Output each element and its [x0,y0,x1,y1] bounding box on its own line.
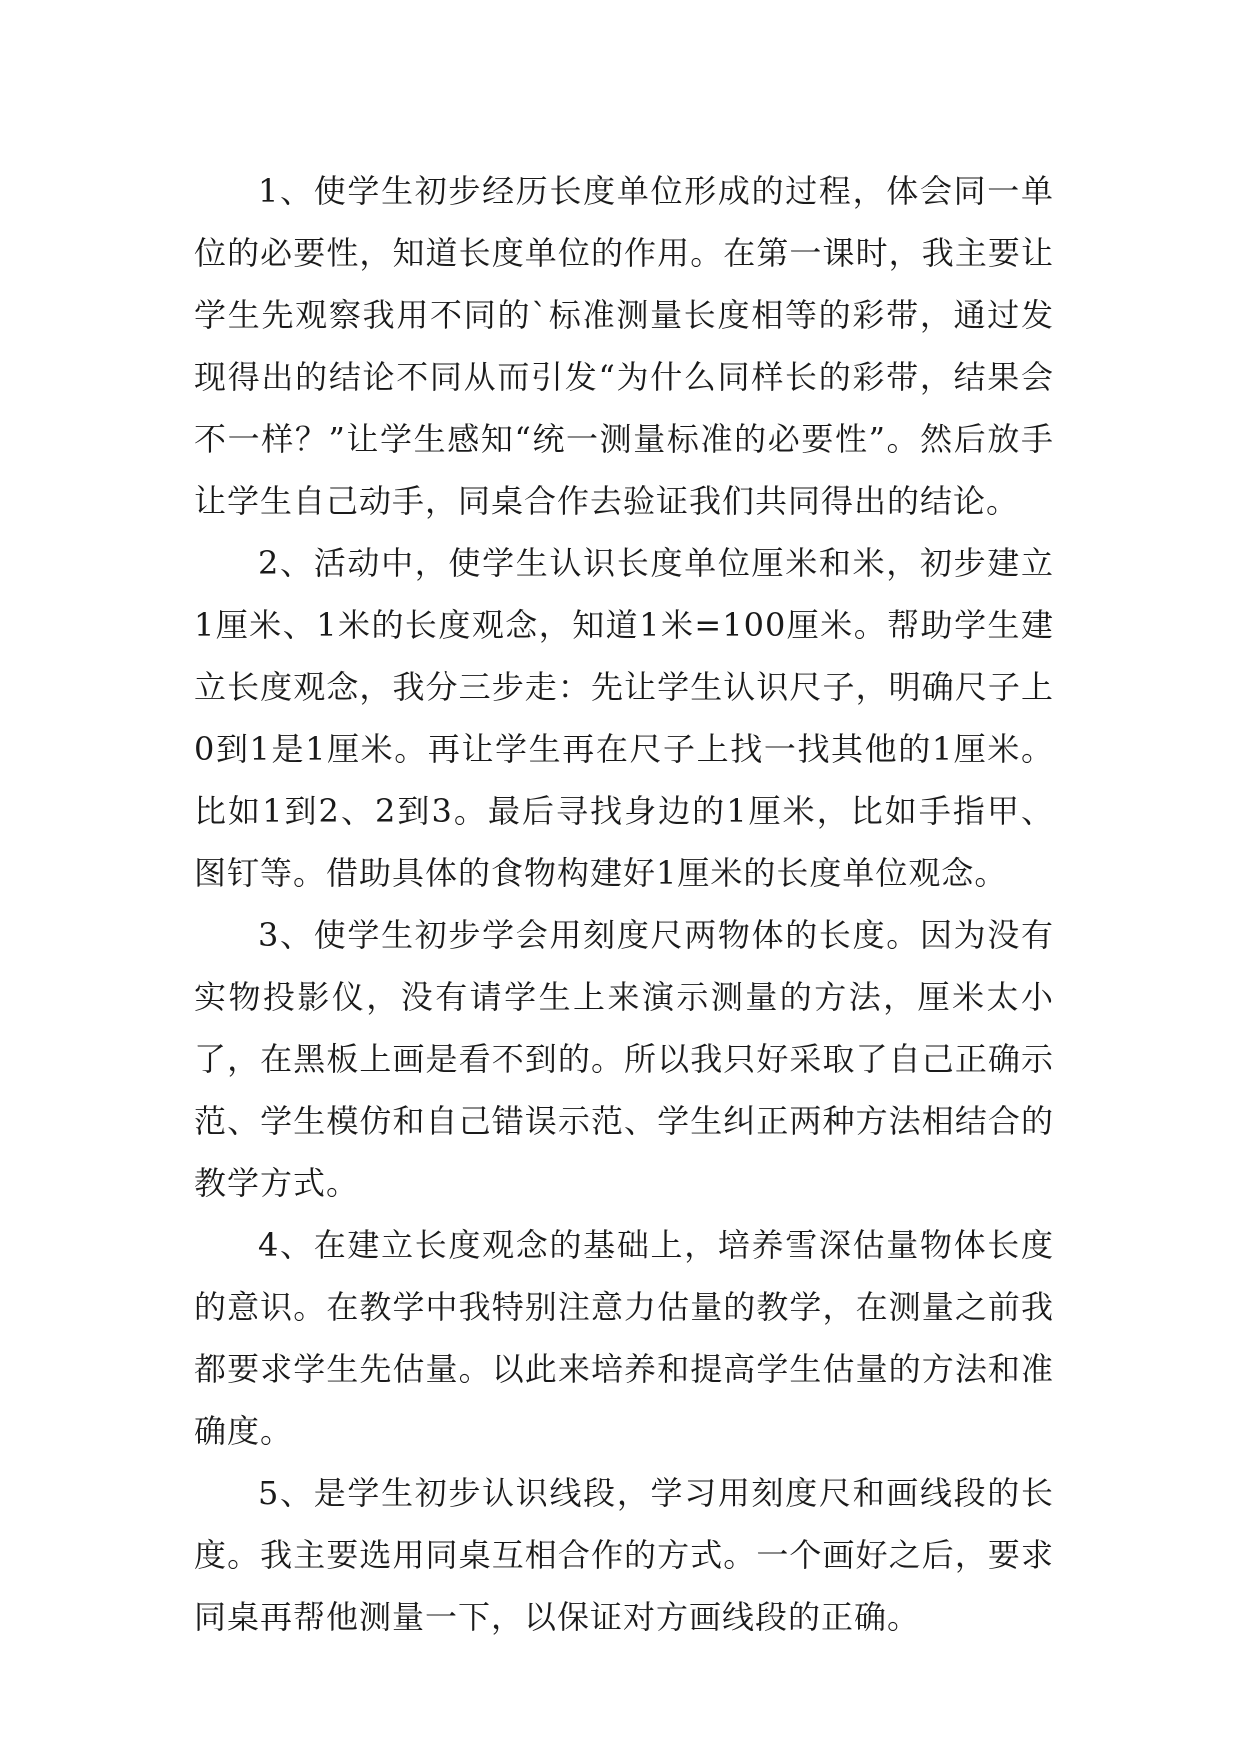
paragraph-5: 5、是学生初步认识线段，学习用刻度尺和画线段的长度。我主要选用同桌互相合作的方式。一个画好之后，要求同桌再帮他测量一下，以保证对方画线段的正确。 [194,1474,1054,1636]
document-body [194,160,1054,1648]
paragraph-3: 3、使学生初步学会用刻度尺两物体的长度。因为没有实物投影仪，没有请学生上来演示测量的方法，厘米太小了，在黑板上画是看不到的。所以我只好采取了自己正确示范、学生模仿和自己错误示范、学生纠正两种方法相结合的教学方式。 [194,916,1054,1202]
paragraph-4: 4、在建立长度观念的基础上，培养雪深估量物体长度的意识。在教学中我特别注意力估量的教学，在测量之前我都要求学生先估量。以此来培养和提高学生估量的方法和准确度。 [194,1226,1054,1450]
paragraph-1: 1、使学生初步经历长度单位形成的过程，体会同一单位的必要性，知道长度单位的作用。在第一课时，我主要让学生先观察我用不同的`标准测量长度相等的彩带，通过发现得出的结论不同从而引发“为什么同样长的彩带，结果会不一样？”让学生感知“统一测量标准的必要性”。然后放手让学生自己动手，同桌合作去验证我们共同得出的结论。 [194,172,1054,520]
paragraph-2: 2、活动中，使学生认识长度单位厘米和米，初步建立1厘米、1米的长度观念，知道1米=100厘米。帮助学生建立长度观念，我分三步走：先让学生认识尺子，明确尺子上0到1是1厘米。再让学生再在尺子上找一找其他的1厘米。比如1到2、2到3。最后寻找身边的1厘米，比如手指甲、图钉等。借助具体的食物构建好1厘米的长度单位观念。 [194,544,1054,892]
